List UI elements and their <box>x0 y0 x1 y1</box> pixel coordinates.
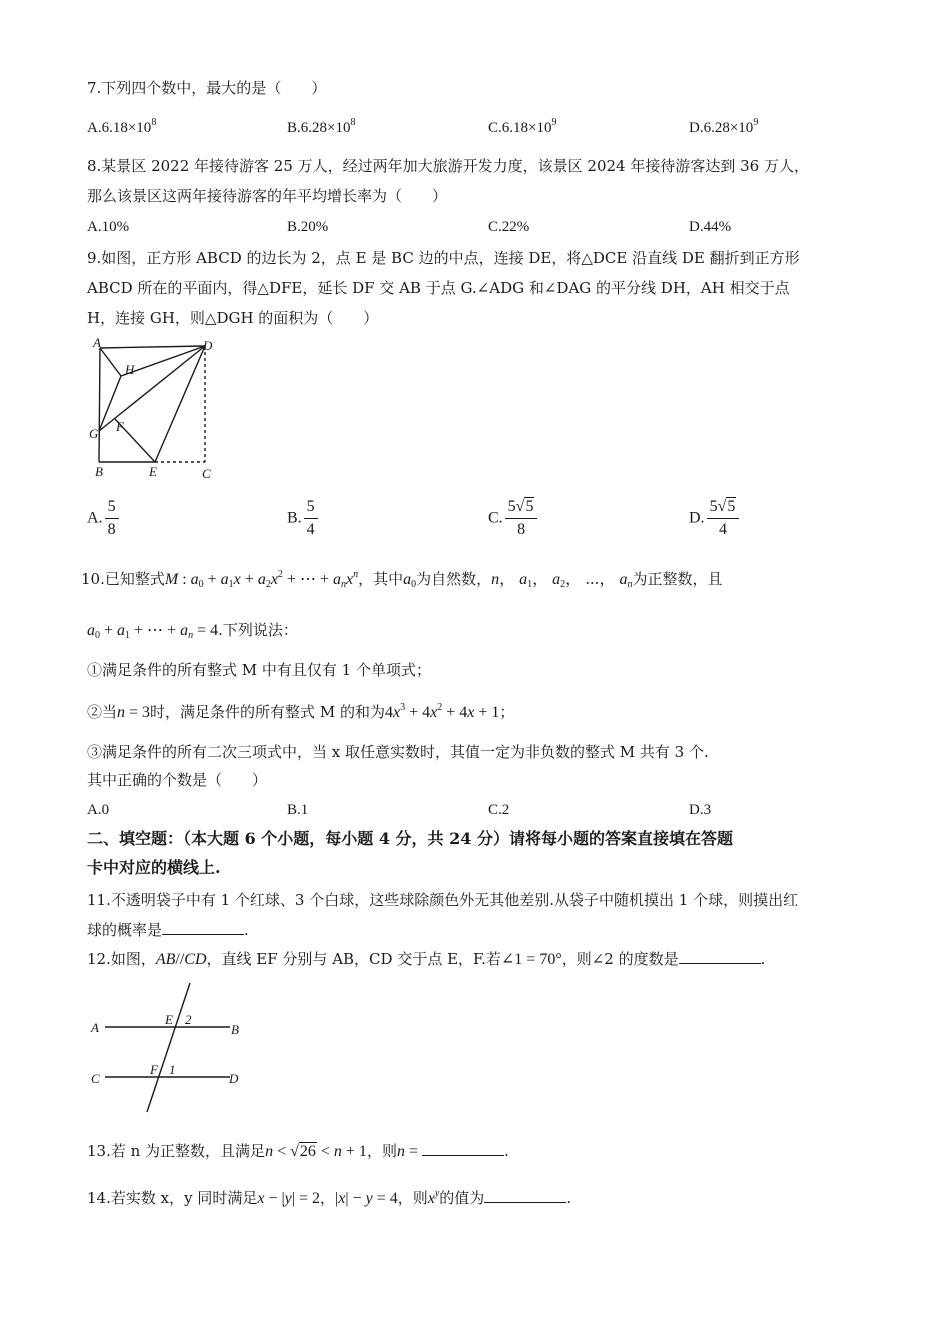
q9-option-d: D. $\frac{5√5}{4}$ <box>689 496 739 541</box>
segment-ah <box>100 348 121 376</box>
label-c: C <box>202 466 211 481</box>
q8-option-d: D.44% <box>689 219 732 235</box>
q10-option-d: D.3 <box>689 802 712 818</box>
section2-heading-line2: 卡中对应的横线上. <box>87 858 221 877</box>
q9-option-a: A. $\frac{5}{8}$ <box>87 496 119 541</box>
q7-option-d: $D.6.28\times 10^9$ <box>689 117 759 136</box>
q10-statement-3: ③满足条件的所有二次三项式中，当 x 取任意实数时，其值一定为非负数的整式 M 共有 3 个. <box>87 743 709 761</box>
q10-statement-2: ②当n = 3时，满足条件的所有整式 M 的和为$4x^3 + 4x^2 + 4x + 1$； <box>87 702 515 721</box>
q14-answer-blank <box>484 1188 566 1203</box>
q9-square-figure <box>85 336 225 481</box>
q13-line: 13.若 n 为正整数，且满足n < √26 < n + 1，则n = . <box>87 1142 509 1160</box>
label-b: B <box>95 464 103 479</box>
q13-answer-blank <box>422 1141 504 1156</box>
q12-parallel-lines-figure <box>85 980 255 1115</box>
label-c: C <box>91 1071 100 1086</box>
q7-option-a: $A.6.18\times 10^8$ <box>87 117 157 136</box>
segment-de <box>155 346 205 462</box>
q11-line1: 11.不透明袋子中有 1 个红球、3 个白球，这些球除颜色外无其他差别.从袋子中随机摸出 1 个球，则摸出红 <box>87 891 799 909</box>
label-b: B <box>231 1022 239 1037</box>
label-e: E <box>149 464 157 479</box>
label-d: D <box>203 338 213 353</box>
q10-statement-1: ①满足条件的所有整式 M 中有且仅有 1 个单项式； <box>87 661 431 679</box>
q7-option-b: $B.6.28\times 10^8$ <box>287 117 356 136</box>
q8-option-b: B.20% <box>287 219 329 235</box>
line-ef <box>147 983 190 1112</box>
label-d: D <box>229 1071 239 1086</box>
label-f: F <box>150 1062 158 1077</box>
label-angle-1: 1 <box>169 1062 176 1077</box>
q9-line3: H，连接 GH，则△DGH 的面积为（ ） <box>87 309 379 327</box>
q7-stem: 7.下列四个数中，最大的是（ ） <box>87 79 327 97</box>
q11-line2: 球的概率是 . <box>87 921 249 939</box>
q10-line1: 10.已知整式M : $a_0 + a_1x + a_2x^2$ + ⋯ + $a_nx^n$，其中$a_0$为自然数，n， $a_1$， $a_2$， ⋯， $a_n$为正整数，且 <box>81 569 723 590</box>
q10-ask: 其中正确的个数是（ ） <box>87 771 268 789</box>
q10-option-c: C.2 <box>488 802 510 818</box>
q14-line: 14.若实数 x，y 同时满足x − |y| = 2，|x| − y = 4，则$x^y$的值为 . <box>87 1188 572 1207</box>
q8-line2: 那么该景区这两年接待游客的年平均增长率为（ ） <box>87 187 448 205</box>
q9-line2: ABCD 所在的平面内，得△DFE，延长 DF 交 AB 于点 G.∠ADG 和∠DAG 的平分线 DH，AH 相交于点 <box>87 279 790 297</box>
q12-line: 12.如图，AB//CD，直线 EF 分别与 AB，CD 交于点 E，F.若∠1 = 70°，则∠2 的度数是 . <box>87 950 766 968</box>
segment-ad <box>100 346 205 348</box>
q7-option-c: $C.6.18\times 10^9$ <box>488 117 557 136</box>
label-a: A <box>93 336 101 350</box>
q10-option-b: B.1 <box>287 802 309 818</box>
q11-answer-blank <box>162 920 244 935</box>
q12-answer-blank <box>679 949 761 964</box>
q8-option-a: A.10% <box>87 219 130 235</box>
q8-option-c: C.22% <box>488 219 530 235</box>
label-g: G <box>89 426 99 441</box>
q10-option-a: A.0 <box>87 802 110 818</box>
segment-ab <box>99 348 100 462</box>
q10-line2: $a_0 + a_1$ + ⋯ + $a_n = 4$.下列说法： <box>87 621 298 641</box>
label-e: E <box>165 1012 173 1027</box>
q8-line1: 8.某景区 2022 年接待游客 25 万人，经过两年加大旅游开发力度，该景区 2024 年接待游客达到 36 万人， <box>87 157 809 175</box>
label-h: H <box>125 362 135 377</box>
q9-option-b: B. $\frac{5}{4}$ <box>287 496 318 541</box>
q9-line1: 9.如图，正方形 ABCD 的边长为 2，点 E 是 BC 边的中点，连接 DE，将△DCE 沿直线 DE 翻折到正方形 <box>87 249 800 267</box>
label-f: F <box>116 419 124 434</box>
q9-option-c: C. $\frac{5√5}{8}$ <box>488 496 537 541</box>
label-a: A <box>91 1020 99 1035</box>
section2-heading-line1: 二、填空题：（本大题 6 个小题，每小题 4 分，共 24 分）请将每小题的答案直接填在答题 <box>87 829 733 848</box>
label-angle-2: 2 <box>185 1012 192 1027</box>
segment-dg <box>99 346 205 431</box>
